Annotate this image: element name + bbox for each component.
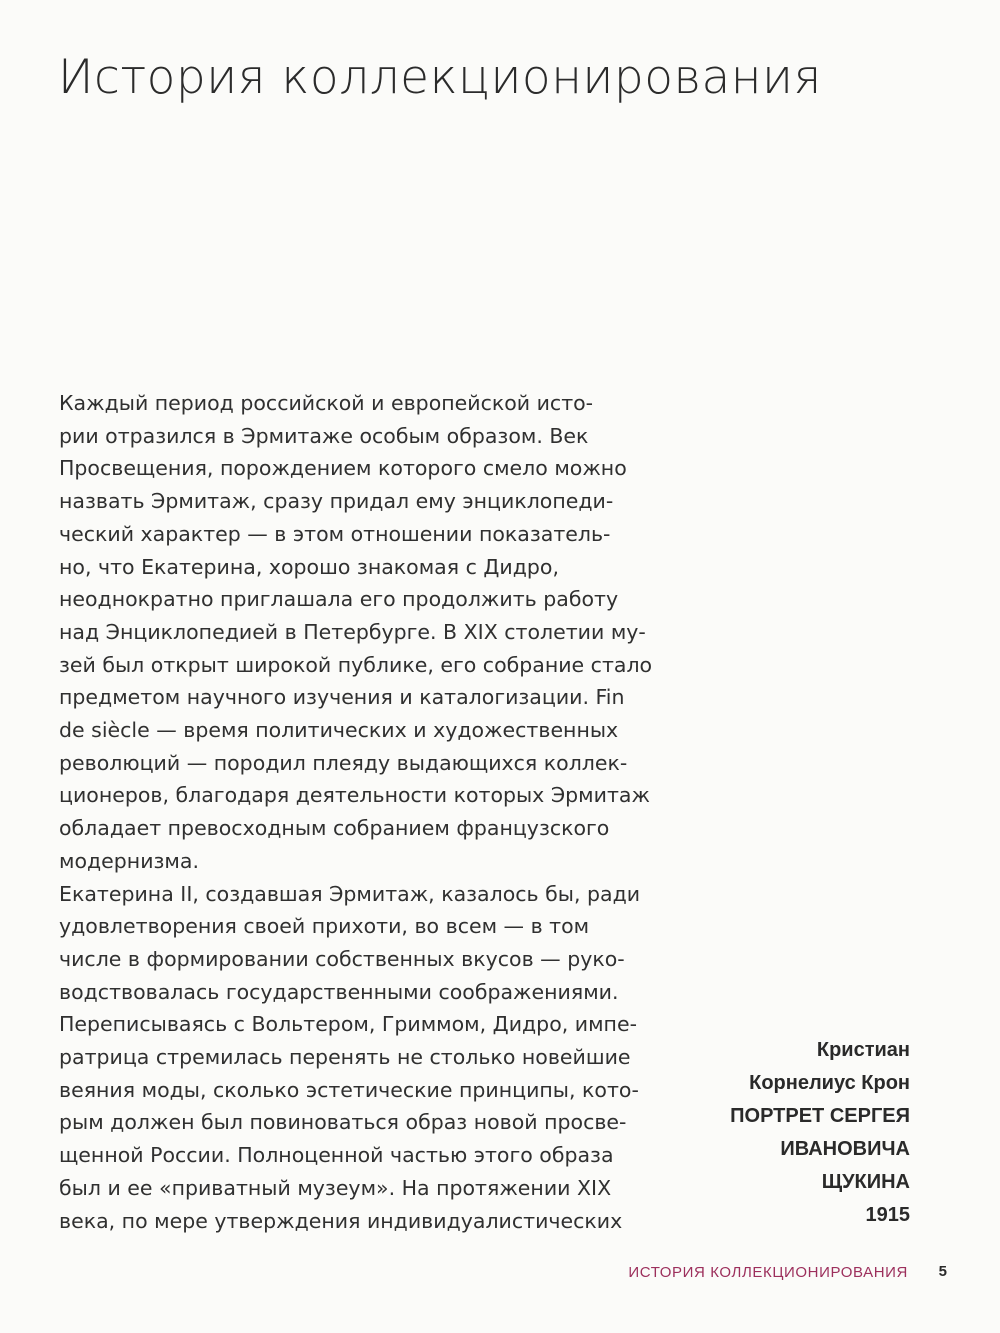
body-line: был и ее «приватный музеум». На протяжении XIX xyxy=(59,1175,612,1200)
body-line: de siècle — время политических и художественных xyxy=(59,718,619,743)
body-line: веяния моды, сколько эстетические принципы, кото- xyxy=(59,1077,639,1102)
body-line: ческий характер — в этом отношении показатель- xyxy=(59,521,611,546)
running-footer-title: ИСТОРИЯ КОЛЛЕКЦИОНИРОВАНИЯ xyxy=(628,1264,908,1281)
body-line: модернизма. xyxy=(59,848,199,873)
image-caption xyxy=(650,1034,910,1232)
body-line: числе в формировании собственных вкусов — руко- xyxy=(59,946,625,971)
body-line: Каждый период российской и европейской исто- xyxy=(59,391,594,415)
page-title: История коллекционирования xyxy=(58,50,822,105)
body-text xyxy=(59,387,679,1237)
body-line: ратрица стремилась перенять не столько новейшие xyxy=(59,1045,631,1070)
body-line: рым должен был повиноваться образ новой просве- xyxy=(59,1110,627,1135)
body-line: но, что Екатерина, хорошо знакомая с Дидро, xyxy=(59,554,559,579)
caption-artwork-title: ЩУКИНА xyxy=(821,1171,910,1193)
page-number: 5 xyxy=(938,1263,947,1280)
body-line: рии отразился в Эрмитаже особым образом. Век xyxy=(59,423,589,448)
body-line: неоднократно приглашала его продолжить работу xyxy=(59,587,619,612)
body-line: над Энциклопедией в Петербурге. В XIX столетии му- xyxy=(59,619,646,644)
body-line: предметом научного изучения и каталогизации. Fin xyxy=(59,685,625,710)
body-line: Просвещения, порождением которого смело можно xyxy=(59,456,627,481)
caption-artwork-title: ПОРТРЕТ СЕРГЕЯ xyxy=(730,1105,910,1127)
body-line: обладает превосходным собранием французского xyxy=(59,816,610,841)
body-line: века, по мере утверждения индивидуалистических xyxy=(59,1208,623,1233)
body-line: ционеров, благодаря деятельности которых Эрмитаж xyxy=(59,783,650,808)
body-line: Переписываясь с Вольтером, Гриммом, Дидро, импе- xyxy=(59,1012,637,1037)
caption-artist-surname: Корнелиус Крон xyxy=(749,1072,910,1094)
body-line: назвать Эрмитаж, сразу придал ему энциклопеди- xyxy=(59,489,614,514)
body-line: Екатерина II, создавшая Эрмитаж, казалось бы, ради xyxy=(59,881,641,906)
body-line: водствовалась государственными соображениями. xyxy=(59,979,619,1004)
body-line: удовлетворения своей прихоти, во всем — в том xyxy=(59,914,590,939)
body-line: зей был открыт широкой публике, его собрание стало xyxy=(59,652,653,677)
body-line: щенной России. Полноценной частью этого образа xyxy=(59,1143,614,1168)
body-line: революций — породил плеяду выдающихся коллек- xyxy=(59,750,628,775)
caption-artist-first-name: Кристиан xyxy=(816,1039,910,1061)
caption-artwork-title: ИВАНОВИЧА xyxy=(780,1138,910,1160)
caption-year: 1915 xyxy=(865,1204,910,1226)
